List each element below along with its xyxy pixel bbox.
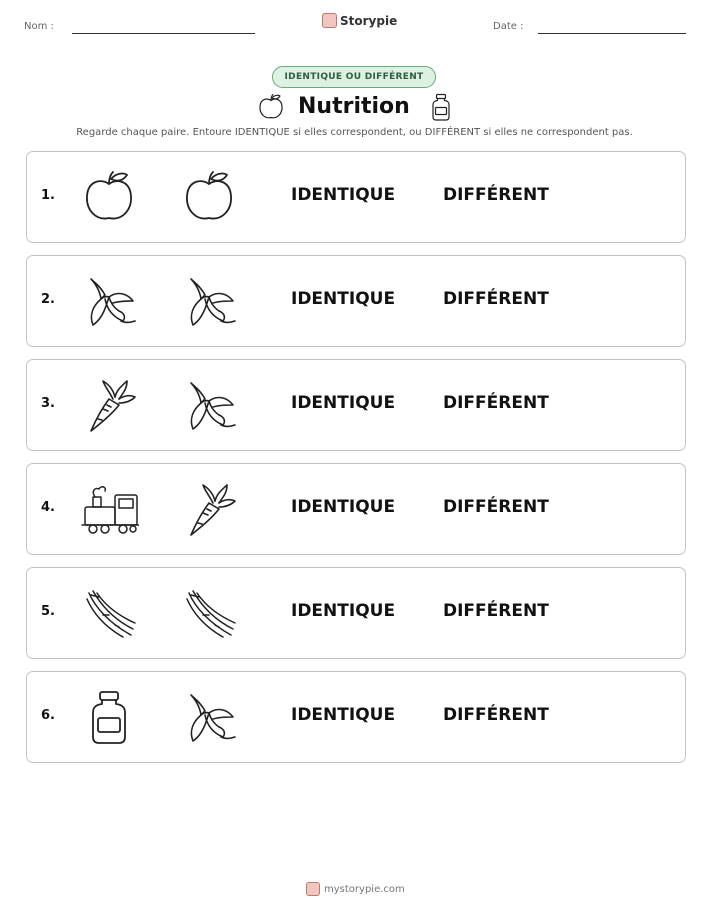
option-identique[interactable]: IDENTIQUE xyxy=(291,705,396,725)
banana-icon xyxy=(79,273,139,329)
brand-name: Storypie xyxy=(340,13,398,28)
worksheet-type-badge: IDENTIQUE OU DIFFÉRENT xyxy=(272,66,436,88)
banana-icon xyxy=(179,377,239,433)
brand-logo xyxy=(322,13,397,28)
instructions: Regarde chaque paire. Entoure IDENTIQUE si elles correspondent, ou DIFFÉRENT si elles ne correspondent pas. xyxy=(76,127,633,138)
exercise-row xyxy=(26,151,686,243)
banana-icon xyxy=(179,273,239,329)
option-different[interactable]: DIFFÉRENT xyxy=(443,289,549,309)
name-label: Nom : xyxy=(24,21,54,32)
row-number: 2. xyxy=(41,292,55,307)
exercise-row xyxy=(26,255,686,347)
option-different[interactable]: DIFFÉRENT xyxy=(443,601,549,621)
option-different[interactable]: DIFFÉRENT xyxy=(443,393,549,413)
jar-icon xyxy=(426,92,456,122)
apple-icon xyxy=(256,92,286,122)
option-identique[interactable]: IDENTIQUE xyxy=(291,497,396,517)
train-icon xyxy=(79,481,139,537)
footer-url[interactable]: mystorypie.com xyxy=(324,883,405,895)
apple-icon xyxy=(79,169,139,225)
carrot-icon xyxy=(79,377,139,433)
page-title: Nutrition xyxy=(298,94,410,119)
exercise-row xyxy=(26,671,686,763)
green-beans-icon xyxy=(79,585,139,641)
option-identique[interactable]: IDENTIQUE xyxy=(291,185,396,205)
apple-icon xyxy=(179,169,239,225)
green-beans-icon xyxy=(179,585,239,641)
name-field-line[interactable] xyxy=(72,33,255,34)
footer xyxy=(306,882,405,896)
option-different[interactable]: DIFFÉRENT xyxy=(443,497,549,517)
option-different[interactable]: DIFFÉRENT xyxy=(443,705,549,725)
option-identique[interactable]: IDENTIQUE xyxy=(291,289,396,309)
row-number: 1. xyxy=(41,188,55,203)
exercise-row xyxy=(26,567,686,659)
row-number: 6. xyxy=(41,708,55,723)
option-identique[interactable]: IDENTIQUE xyxy=(291,393,396,413)
title-row xyxy=(254,90,454,124)
date-field-line[interactable] xyxy=(538,33,686,34)
banana-icon xyxy=(179,689,239,745)
exercise-row xyxy=(26,463,686,555)
option-different[interactable]: DIFFÉRENT xyxy=(443,185,549,205)
storypie-logo-icon xyxy=(322,13,337,28)
option-identique[interactable]: IDENTIQUE xyxy=(291,601,396,621)
carrot-icon xyxy=(179,481,239,537)
storypie-logo-icon xyxy=(306,882,320,896)
jar-icon xyxy=(79,689,139,745)
row-number: 4. xyxy=(41,500,55,515)
row-number: 5. xyxy=(41,604,55,619)
date-label: Date : xyxy=(493,21,524,32)
row-number: 3. xyxy=(41,396,55,411)
exercise-row xyxy=(26,359,686,451)
